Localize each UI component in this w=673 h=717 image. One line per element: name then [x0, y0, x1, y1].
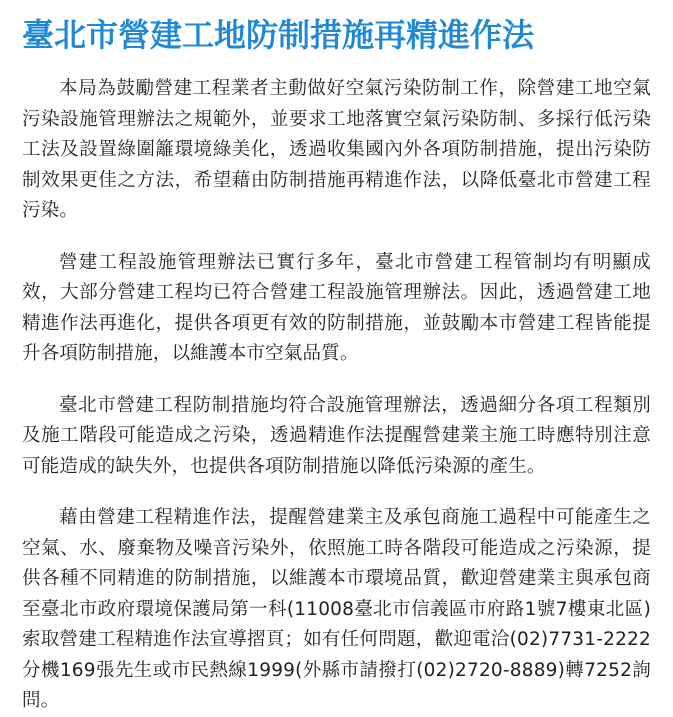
- paragraph-contact: 藉由營建工程精進作法，提醒營建業主及承包商施工過程中可能產生之空氣、水、廢棄物及噪音污染外，依照施工時各階段可能造成之污染源，提供各種不同精進的防制措施，以維護本市環境品質，歡迎營建業主與承包商至臺北市政府環境保護局第一科(11008臺北市信義區市府路1號7樓東北區)索取營建工程精進作法宣導摺頁；如有任何問題，歡迎電洽(02)7731-2222分機169張先生或市民熱線1999(外縣市請撥打(02)2720-8889)轉7252詢問。: [22, 507, 651, 711]
- paragraph-intro: 本局為鼓勵營建工程業者主動做好空氣污染防制工作，除營建工地空氣污染設施管理辦法之規範外，並要求工地落實空氣污染防制、多採行低污染工法及設置綠圍籬環境綠美化，透過收集國內外各項防制措施，提出污染防制效果更佳之方法，希望藉由防制措施再精進作法，以降低臺北市營建工程污染。: [22, 78, 651, 221]
- paragraph-measures: 臺北市營建工程防制措施均符合設施管理辦法，透過細分各項工程類別及施工階段可能造成之污染，透過精進作法提醒營建業主施工時應特別注意可能造成的缺失外，也提供各項防制措施以降低污染源的產生。: [22, 394, 651, 477]
- paragraph-regulation: 營建工程設施管理辦法已實行多年，臺北市營建工程管制均有明顯成效，大部分營建工程均已符合營建工程設施管理辦法。因此，透過營建工地精進作法再進化，提供各項更有效的防制措施，並鼓勵本市營建工程皆能提升各項防制措施，以維護本市空氣品質。: [22, 251, 651, 364]
- document-body: [22, 74, 651, 717]
- page-title: 臺北市營建工地防制措施再精進作法: [22, 16, 535, 54]
